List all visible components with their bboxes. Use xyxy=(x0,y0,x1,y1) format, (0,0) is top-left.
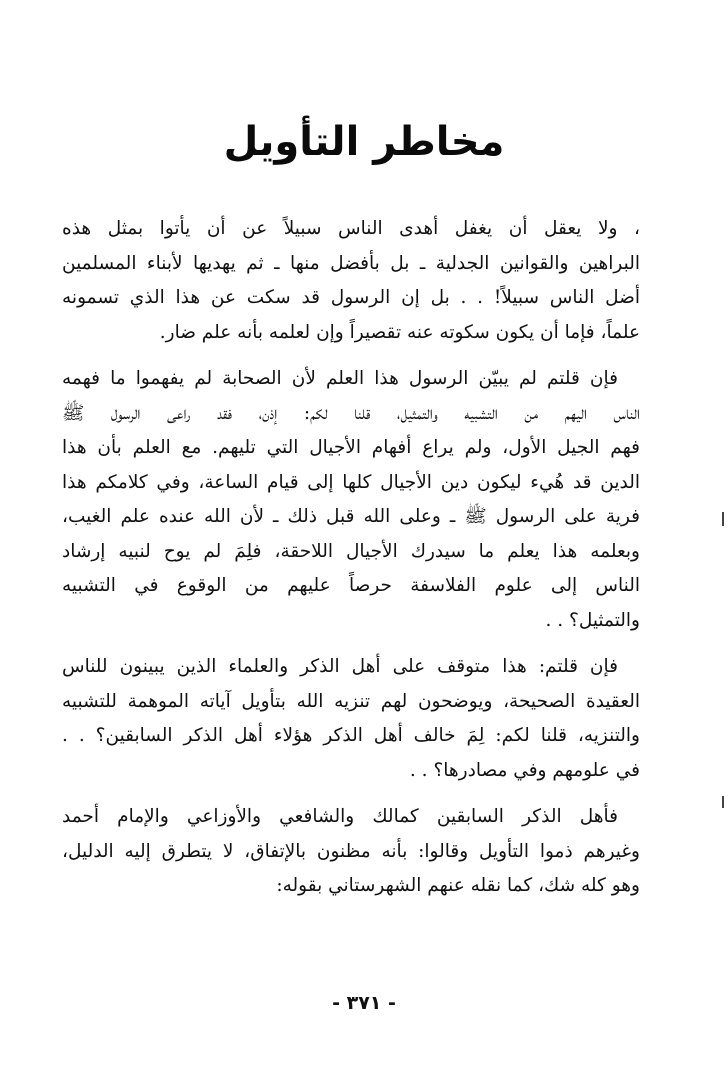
paragraph-1 xyxy=(62,212,640,350)
text-line: فرية على الرسول ﷺ ـ وعلى الله قبل ذلك ـ لأن الله عنده علم الغيب، xyxy=(62,506,640,527)
text-line: الناس اليهم من التشبيه والتمثيل، قلنا لكم: إذن، فقد راعى الرسول ﷺ xyxy=(62,402,640,424)
paragraph-2 xyxy=(62,362,640,638)
text-line: وبعلمه هذا يعلم ما سيدرك الأجيال اللاحقة، فلِمَ لم يوح لنبيه إرشاد xyxy=(62,540,640,562)
text-line: والتنزيه، قلنا لكم: لِمَ خالف أهل الذكر هؤلاء أهل الذكر السابقين؟ . . xyxy=(62,725,640,746)
text-line: البراهين والقوانين الجدلية ـ بل بأفضل منها ـ ثم يهديها لأبناء المسلمين xyxy=(62,252,640,274)
text-line: علماً، فإما أن يكون سكوته عنه تقصيراً وإن لعلمه بأنه علم ضار. xyxy=(159,321,640,343)
text-line: في علومهم وفي مصادرها؟ . . xyxy=(409,759,640,781)
margin-scan-mark xyxy=(722,512,724,526)
text-line: فإن قلتم: هذا متوقف على أهل الذكر والعلماء الذين يبينون للناس xyxy=(62,656,618,677)
margin-scan-mark xyxy=(722,796,724,808)
text-line: والتمثيل؟ . . xyxy=(545,609,640,631)
text-line: العقيدة الصحيحة، ويوضحون لهم تنزيه الله بتأويل آياته الموهمة للتشبيه xyxy=(62,690,640,712)
text-line: فإن قلتم لم يبيّن الرسول هذا العلم لأن الصحابة لم يفهموا ما فهمه xyxy=(62,368,618,389)
text-line: الدين قد هُيء ليكون دين الأجيال كلها إلى قيام الساعة، وفي كلامكم هذا xyxy=(62,471,640,493)
text-line: وغيرهم ذموا التأويل وقالوا: بأنه مظنون بالإتفاق، لا يتطرق إليه الدليل، xyxy=(62,840,640,862)
chapter-title: مخاطر التأويل xyxy=(223,119,505,165)
paragraph-3 xyxy=(62,650,640,788)
body-text xyxy=(62,212,640,904)
text-line: وهو كله شك، كما نقله عنهم الشهرستاني بقوله: xyxy=(276,875,640,896)
paragraph-4 xyxy=(62,800,640,904)
text-line: ، ولا يعقل أن يغفل أهدى الناس سبيلاً عن أن يأتوا بمثل هذه xyxy=(62,218,640,239)
page-number: - ٣٧١ - xyxy=(332,992,396,1014)
text-line: فأهل الذكر السابقين كمالك والشافعي والأوزاعي والإمام أحمد xyxy=(62,806,618,827)
text-line: أضل الناس سبيلاً! . . بل إن الرسول قد سكت عن هذا الذي تسمونه xyxy=(62,287,640,308)
text-line: الناس إلى علوم الفلاسفة حرصاً عليهم من الوقوع في التشبيه xyxy=(62,575,640,596)
text-line: فهم الجيل الأول، ولم يراع أفهام الأجيال التي تليهم. مع العلم بأن هذا xyxy=(62,437,640,458)
